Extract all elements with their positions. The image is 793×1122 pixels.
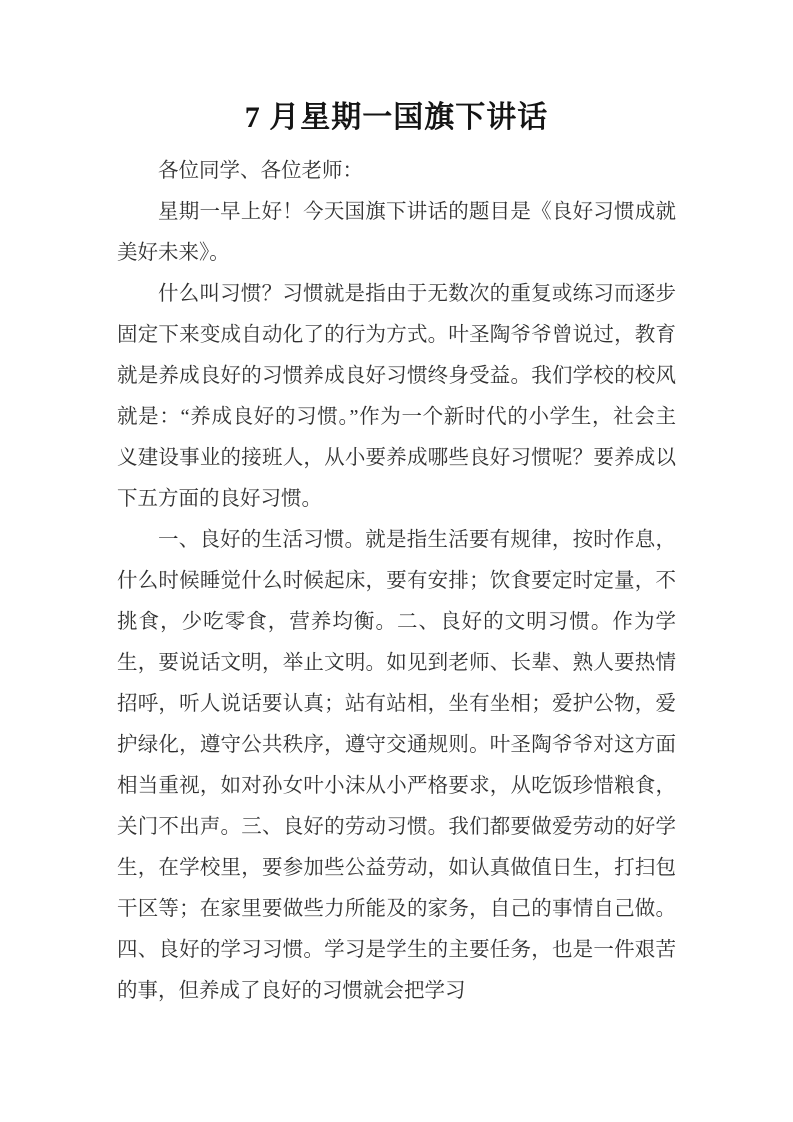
paragraph-five-habits: 一、良好的生活习惯。就是指生活要有规律，按时作息，什么时候睡觉什么时候起床，要有安排；饮食要定时定量，不挑食，少吃零食，营养均衡。二、良好的文明习惯。作为学生，要说话文明，举止文明。如见到老师、长辈、熟人要热情招呼，听人说话要认真；站有站相，坐有坐相；爱护公物，爱护绿化，遵守公共秩序，遵守交通规则。叶圣陶爷爷对这方面相当重视，如对孙女叶小沫从小严格要求，从吃饭珍惜粮食，关门不出声。三、良好的劳动习惯。我们都要做爱劳动的好学生，在学校里，要参加些公益劳动，如认真做值日生，打扫包干区等；在家里要做些力所能及的家务，自己的事情自己做。四、良好的学习习惯。学习是学生的主要任务，也是一件艰苦的事，但养成了良好的习惯就会把学习 (117, 529, 676, 1002)
document-body (117, 151, 676, 1012)
paragraph-greeting: 星期一早上好！今天国旗下讲话的题目是《良好习惯成就美好未来》。 (117, 201, 676, 264)
paragraph-salutation: 各位同学、各位老师： (158, 160, 363, 182)
paragraph-habit-definition: 什么叫习惯？习惯就是指由于无数次的重复或练习而逐步固定下来变成自动化了的行为方式。叶圣陶爷爷曾说过，教育就是养成良好的习惯养成良好习惯终身受益。我们学校的校风就是：“养成良好的习惯。”作为一个新时代的小学生，社会主义建设事业的接班人，从小要养成哪些良好习惯呢？要养成以下五方面的良好习惯。 (117, 283, 676, 510)
document-title: 7 月星期一国旗下讲话 (244, 101, 549, 134)
